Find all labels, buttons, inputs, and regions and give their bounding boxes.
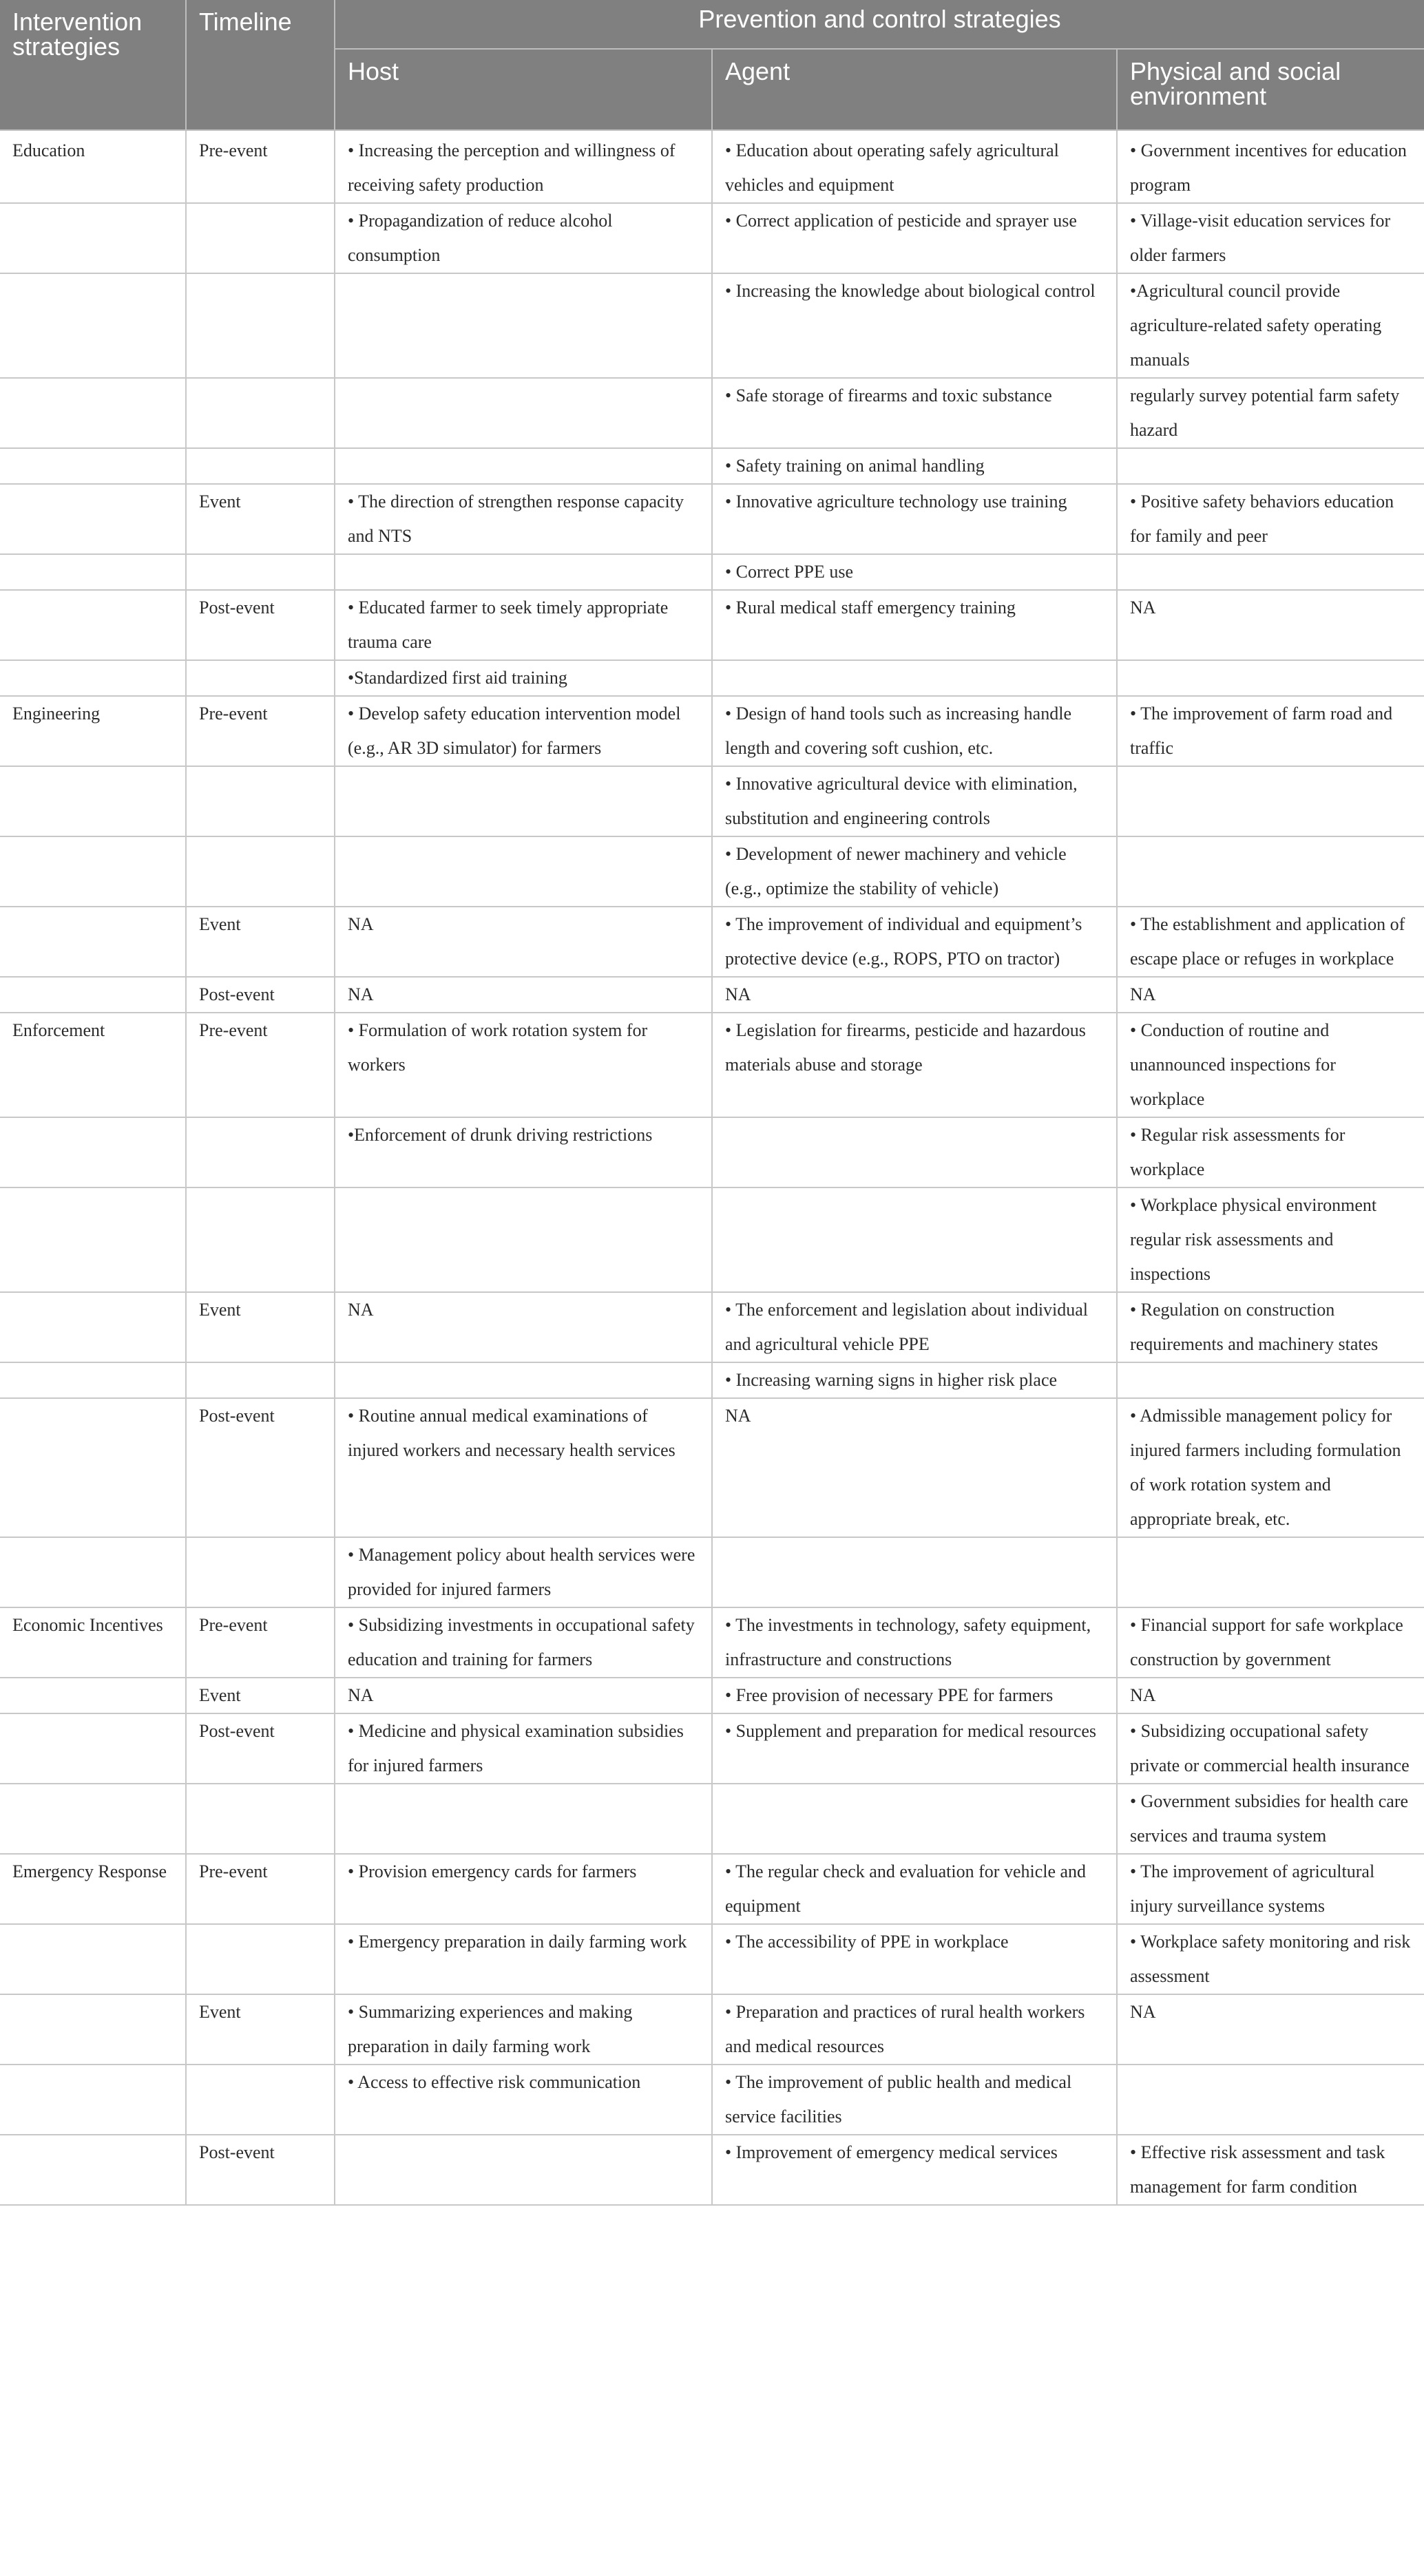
environment-cell	[1117, 448, 1424, 484]
agent-cell: NA	[712, 977, 1117, 1013]
host-cell	[335, 766, 712, 836]
table-row	[0, 1784, 1424, 1854]
timeline-cell: Event	[186, 1994, 335, 2065]
header-prevention-group: Prevention and control strategies	[335, 0, 1424, 49]
environment-cell: • Village-visit education services for older farmers	[1117, 203, 1424, 273]
host-cell: • Provision emergency cards for farmers	[335, 1854, 712, 1924]
table-row	[0, 378, 1424, 448]
agent-cell: • Correct application of pesticide and sprayer use	[712, 203, 1117, 273]
intervention-cell	[0, 1994, 186, 2065]
table-row	[0, 977, 1424, 1013]
environment-cell: NA	[1117, 590, 1424, 660]
table-row	[0, 1398, 1424, 1537]
table-row	[0, 2135, 1424, 2205]
table-row	[0, 484, 1424, 554]
host-cell: NA	[335, 907, 712, 977]
intervention-cell	[0, 1117, 186, 1187]
timeline-cell: Event	[186, 1292, 335, 1362]
table-row	[0, 1292, 1424, 1362]
environment-cell	[1117, 836, 1424, 907]
agent-cell: • Rural medical staff emergency training	[712, 590, 1117, 660]
table-row	[0, 448, 1424, 484]
agent-cell: • Preparation and practices of rural health workers and medical resources	[712, 1994, 1117, 2065]
environment-cell	[1117, 2065, 1424, 2135]
timeline-cell: Pre-event	[186, 696, 335, 766]
environment-cell: • The improvement of agricultural injury surveillance systems	[1117, 1854, 1424, 1924]
host-cell: •Enforcement of drunk driving restrictions	[335, 1117, 712, 1187]
environment-cell: • Subsidizing occupational safety private or commercial health insurance	[1117, 1713, 1424, 1784]
host-cell: • Medicine and physical examination subsidies for injured farmers	[335, 1713, 712, 1784]
agent-cell: • Development of newer machinery and vehicle (e.g., optimize the stability of vehicle)	[712, 836, 1117, 907]
agent-cell: • The accessibility of PPE in workplace	[712, 1924, 1117, 1994]
intervention-cell	[0, 1362, 186, 1398]
environment-cell: NA	[1117, 1678, 1424, 1713]
agent-cell: • Free provision of necessary PPE for farmers	[712, 1678, 1117, 1713]
table-row	[0, 1537, 1424, 1607]
environment-cell: NA	[1117, 1994, 1424, 2065]
host-cell: • Emergency preparation in daily farming work	[335, 1924, 712, 1994]
agent-cell: • Safe storage of firearms and toxic substance	[712, 378, 1117, 448]
agent-cell: • Correct PPE use	[712, 554, 1117, 590]
table-row	[0, 696, 1424, 766]
environment-cell: • Regulation on construction requirements and machinery states	[1117, 1292, 1424, 1362]
host-cell	[335, 2135, 712, 2205]
intervention-cell	[0, 836, 186, 907]
timeline-cell: Post-event	[186, 977, 335, 1013]
agent-cell: • Legislation for firearms, pesticide and hazardous materials abuse and storage	[712, 1013, 1117, 1117]
host-cell: • Increasing the perception and willingness of receiving safety production	[335, 130, 712, 203]
intervention-cell: Emergency Response	[0, 1854, 186, 1924]
table-row	[0, 1924, 1424, 1994]
agent-cell: • Education about operating safely agricultural vehicles and equipment	[712, 130, 1117, 203]
intervention-cell	[0, 1713, 186, 1784]
timeline-cell	[186, 1537, 335, 1607]
timeline-cell: Post-event	[186, 590, 335, 660]
environment-cell: NA	[1117, 977, 1424, 1013]
timeline-cell	[186, 554, 335, 590]
host-cell: • Propagandization of reduce alcohol consumption	[335, 203, 712, 273]
intervention-cell	[0, 1292, 186, 1362]
host-cell	[335, 448, 712, 484]
host-cell: • Management policy about health services were provided for injured farmers	[335, 1537, 712, 1607]
timeline-cell	[186, 1187, 335, 1292]
environment-cell: • The improvement of farm road and traffic	[1117, 696, 1424, 766]
environment-cell	[1117, 766, 1424, 836]
timeline-cell: Event	[186, 1678, 335, 1713]
agent-cell: • Innovative agriculture technology use training	[712, 484, 1117, 554]
agent-cell: • Safety training on animal handling	[712, 448, 1117, 484]
intervention-cell	[0, 378, 186, 448]
table-row	[0, 273, 1424, 378]
table-row	[0, 1607, 1424, 1678]
timeline-cell	[186, 660, 335, 696]
agent-cell	[712, 1537, 1117, 1607]
table-row	[0, 907, 1424, 977]
intervention-cell	[0, 273, 186, 378]
host-cell: • Develop safety education intervention model (e.g., AR 3D simulator) for farmers	[335, 696, 712, 766]
host-cell: • Educated farmer to seek timely appropriate trauma care	[335, 590, 712, 660]
environment-cell: • Workplace safety monitoring and risk assessment	[1117, 1924, 1424, 1994]
timeline-cell	[186, 1924, 335, 1994]
header-timeline: Timeline	[186, 0, 335, 130]
environment-cell	[1117, 1362, 1424, 1398]
table-row	[0, 590, 1424, 660]
timeline-cell	[186, 1117, 335, 1187]
intervention-cell	[0, 1678, 186, 1713]
environment-cell: • Regular risk assessments for workplace	[1117, 1117, 1424, 1187]
agent-cell: NA	[712, 1398, 1117, 1537]
timeline-cell	[186, 273, 335, 378]
environment-cell: • Admissible management policy for injured farmers including formulation of work rotation system and appropriate break, etc.	[1117, 1398, 1424, 1537]
timeline-cell: Event	[186, 907, 335, 977]
intervention-cell: Engineering	[0, 696, 186, 766]
table-row	[0, 1854, 1424, 1924]
table-body	[0, 130, 1424, 2205]
intervention-cell	[0, 977, 186, 1013]
agent-cell: • Supplement and preparation for medical resources	[712, 1713, 1117, 1784]
table-row	[0, 2065, 1424, 2135]
agent-cell	[712, 1117, 1117, 1187]
intervention-cell	[0, 1537, 186, 1607]
intervention-cell	[0, 448, 186, 484]
table-row	[0, 1678, 1424, 1713]
intervention-cell	[0, 2065, 186, 2135]
agent-cell: • Innovative agricultural device with elimination, substitution and engineering controls	[712, 766, 1117, 836]
agent-cell: • The improvement of public health and medical service facilities	[712, 2065, 1117, 2135]
intervention-cell	[0, 2135, 186, 2205]
timeline-cell	[186, 766, 335, 836]
agent-cell: • Improvement of emergency medical services	[712, 2135, 1117, 2205]
timeline-cell: Pre-event	[186, 1013, 335, 1117]
timeline-cell	[186, 1362, 335, 1398]
intervention-cell	[0, 1398, 186, 1537]
agent-cell: • The regular check and evaluation for vehicle and equipment	[712, 1854, 1117, 1924]
environment-cell: • Workplace physical environment regular risk assessments and inspections	[1117, 1187, 1424, 1292]
timeline-cell: Post-event	[186, 1713, 335, 1784]
environment-cell: • Government subsidies for health care services and trauma system	[1117, 1784, 1424, 1854]
timeline-cell: Pre-event	[186, 130, 335, 203]
table-row	[0, 1362, 1424, 1398]
host-cell: NA	[335, 977, 712, 1013]
host-cell: NA	[335, 1678, 712, 1713]
host-cell: • Access to effective risk communication	[335, 2065, 712, 2135]
table-row	[0, 660, 1424, 696]
host-cell	[335, 273, 712, 378]
intervention-cell	[0, 1784, 186, 1854]
timeline-cell	[186, 378, 335, 448]
intervention-cell	[0, 907, 186, 977]
environment-cell: • Government incentives for education program	[1117, 130, 1424, 203]
timeline-cell: Event	[186, 484, 335, 554]
host-cell	[335, 1784, 712, 1854]
host-cell: •Standardized first aid training	[335, 660, 712, 696]
table-row	[0, 1187, 1424, 1292]
timeline-cell	[186, 448, 335, 484]
header-intervention-strategies: Intervention strategies	[0, 0, 186, 130]
timeline-cell	[186, 203, 335, 273]
intervention-cell	[0, 766, 186, 836]
host-cell: • The direction of strengthen response capacity and NTS	[335, 484, 712, 554]
intervention-cell	[0, 660, 186, 696]
timeline-cell: Post-event	[186, 1398, 335, 1537]
agent-cell: • Design of hand tools such as increasing handle length and covering soft cushion, etc.	[712, 696, 1117, 766]
host-cell	[335, 378, 712, 448]
header-host: Host	[335, 49, 712, 130]
timeline-cell	[186, 2065, 335, 2135]
agent-cell: • The investments in technology, safety equipment, infrastructure and constructions	[712, 1607, 1117, 1678]
host-cell	[335, 1362, 712, 1398]
table-row	[0, 130, 1424, 203]
host-cell: • Summarizing experiences and making preparation in daily farming work	[335, 1994, 712, 2065]
table-row	[0, 1994, 1424, 2065]
environment-cell: regularly survey potential farm safety hazard	[1117, 378, 1424, 448]
host-cell	[335, 836, 712, 907]
environment-cell: • Financial support for safe workplace construction by government	[1117, 1607, 1424, 1678]
header-environment: Physical and social environment	[1117, 49, 1424, 130]
intervention-cell	[0, 484, 186, 554]
environment-cell	[1117, 660, 1424, 696]
agent-cell: • The improvement of individual and equipment’s protective device (e.g., ROPS, PTO on tractor)	[712, 907, 1117, 977]
intervention-cell	[0, 203, 186, 273]
table-row	[0, 1713, 1424, 1784]
table-row	[0, 1117, 1424, 1187]
agent-cell: • The enforcement and legislation about individual and agricultural vehicle PPE	[712, 1292, 1117, 1362]
table-row	[0, 766, 1424, 836]
timeline-cell	[186, 1784, 335, 1854]
intervention-cell	[0, 1924, 186, 1994]
environment-cell	[1117, 1537, 1424, 1607]
timeline-cell: Pre-event	[186, 1854, 335, 1924]
table-row	[0, 554, 1424, 590]
host-cell: • Formulation of work rotation system for workers	[335, 1013, 712, 1117]
timeline-cell: Post-event	[186, 2135, 335, 2205]
intervention-cell: Education	[0, 130, 186, 203]
intervention-cell: Enforcement	[0, 1013, 186, 1117]
environment-cell: •Agricultural council provide agriculture-related safety operating manuals	[1117, 273, 1424, 378]
agent-cell: • Increasing the knowledge about biological control	[712, 273, 1117, 378]
environment-cell	[1117, 554, 1424, 590]
environment-cell: • The establishment and application of escape place or refuges in workplace	[1117, 907, 1424, 977]
agent-cell	[712, 1187, 1117, 1292]
agent-cell: • Increasing warning signs in higher risk place	[712, 1362, 1117, 1398]
host-cell: • Subsidizing investments in occupational safety education and training for farmers	[335, 1607, 712, 1678]
environment-cell: • Effective risk assessment and task management for farm condition	[1117, 2135, 1424, 2205]
environment-cell: • Positive safety behaviors education for family and peer	[1117, 484, 1424, 554]
timeline-cell	[186, 836, 335, 907]
agent-cell	[712, 660, 1117, 696]
intervention-cell	[0, 1187, 186, 1292]
timeline-cell: Pre-event	[186, 1607, 335, 1678]
table-row	[0, 1013, 1424, 1117]
intervention-cell: Economic Incentives	[0, 1607, 186, 1678]
table-row	[0, 836, 1424, 907]
header-agent: Agent	[712, 49, 1117, 130]
intervention-cell	[0, 590, 186, 660]
host-cell: NA	[335, 1292, 712, 1362]
host-cell	[335, 1187, 712, 1292]
host-cell: • Routine annual medical examinations of injured workers and necessary health services	[335, 1398, 712, 1537]
table-row	[0, 203, 1424, 273]
host-cell	[335, 554, 712, 590]
table-header	[0, 0, 1424, 130]
environment-cell: • Conduction of routine and unannounced inspections for workplace	[1117, 1013, 1424, 1117]
agent-cell	[712, 1784, 1117, 1854]
intervention-cell	[0, 554, 186, 590]
